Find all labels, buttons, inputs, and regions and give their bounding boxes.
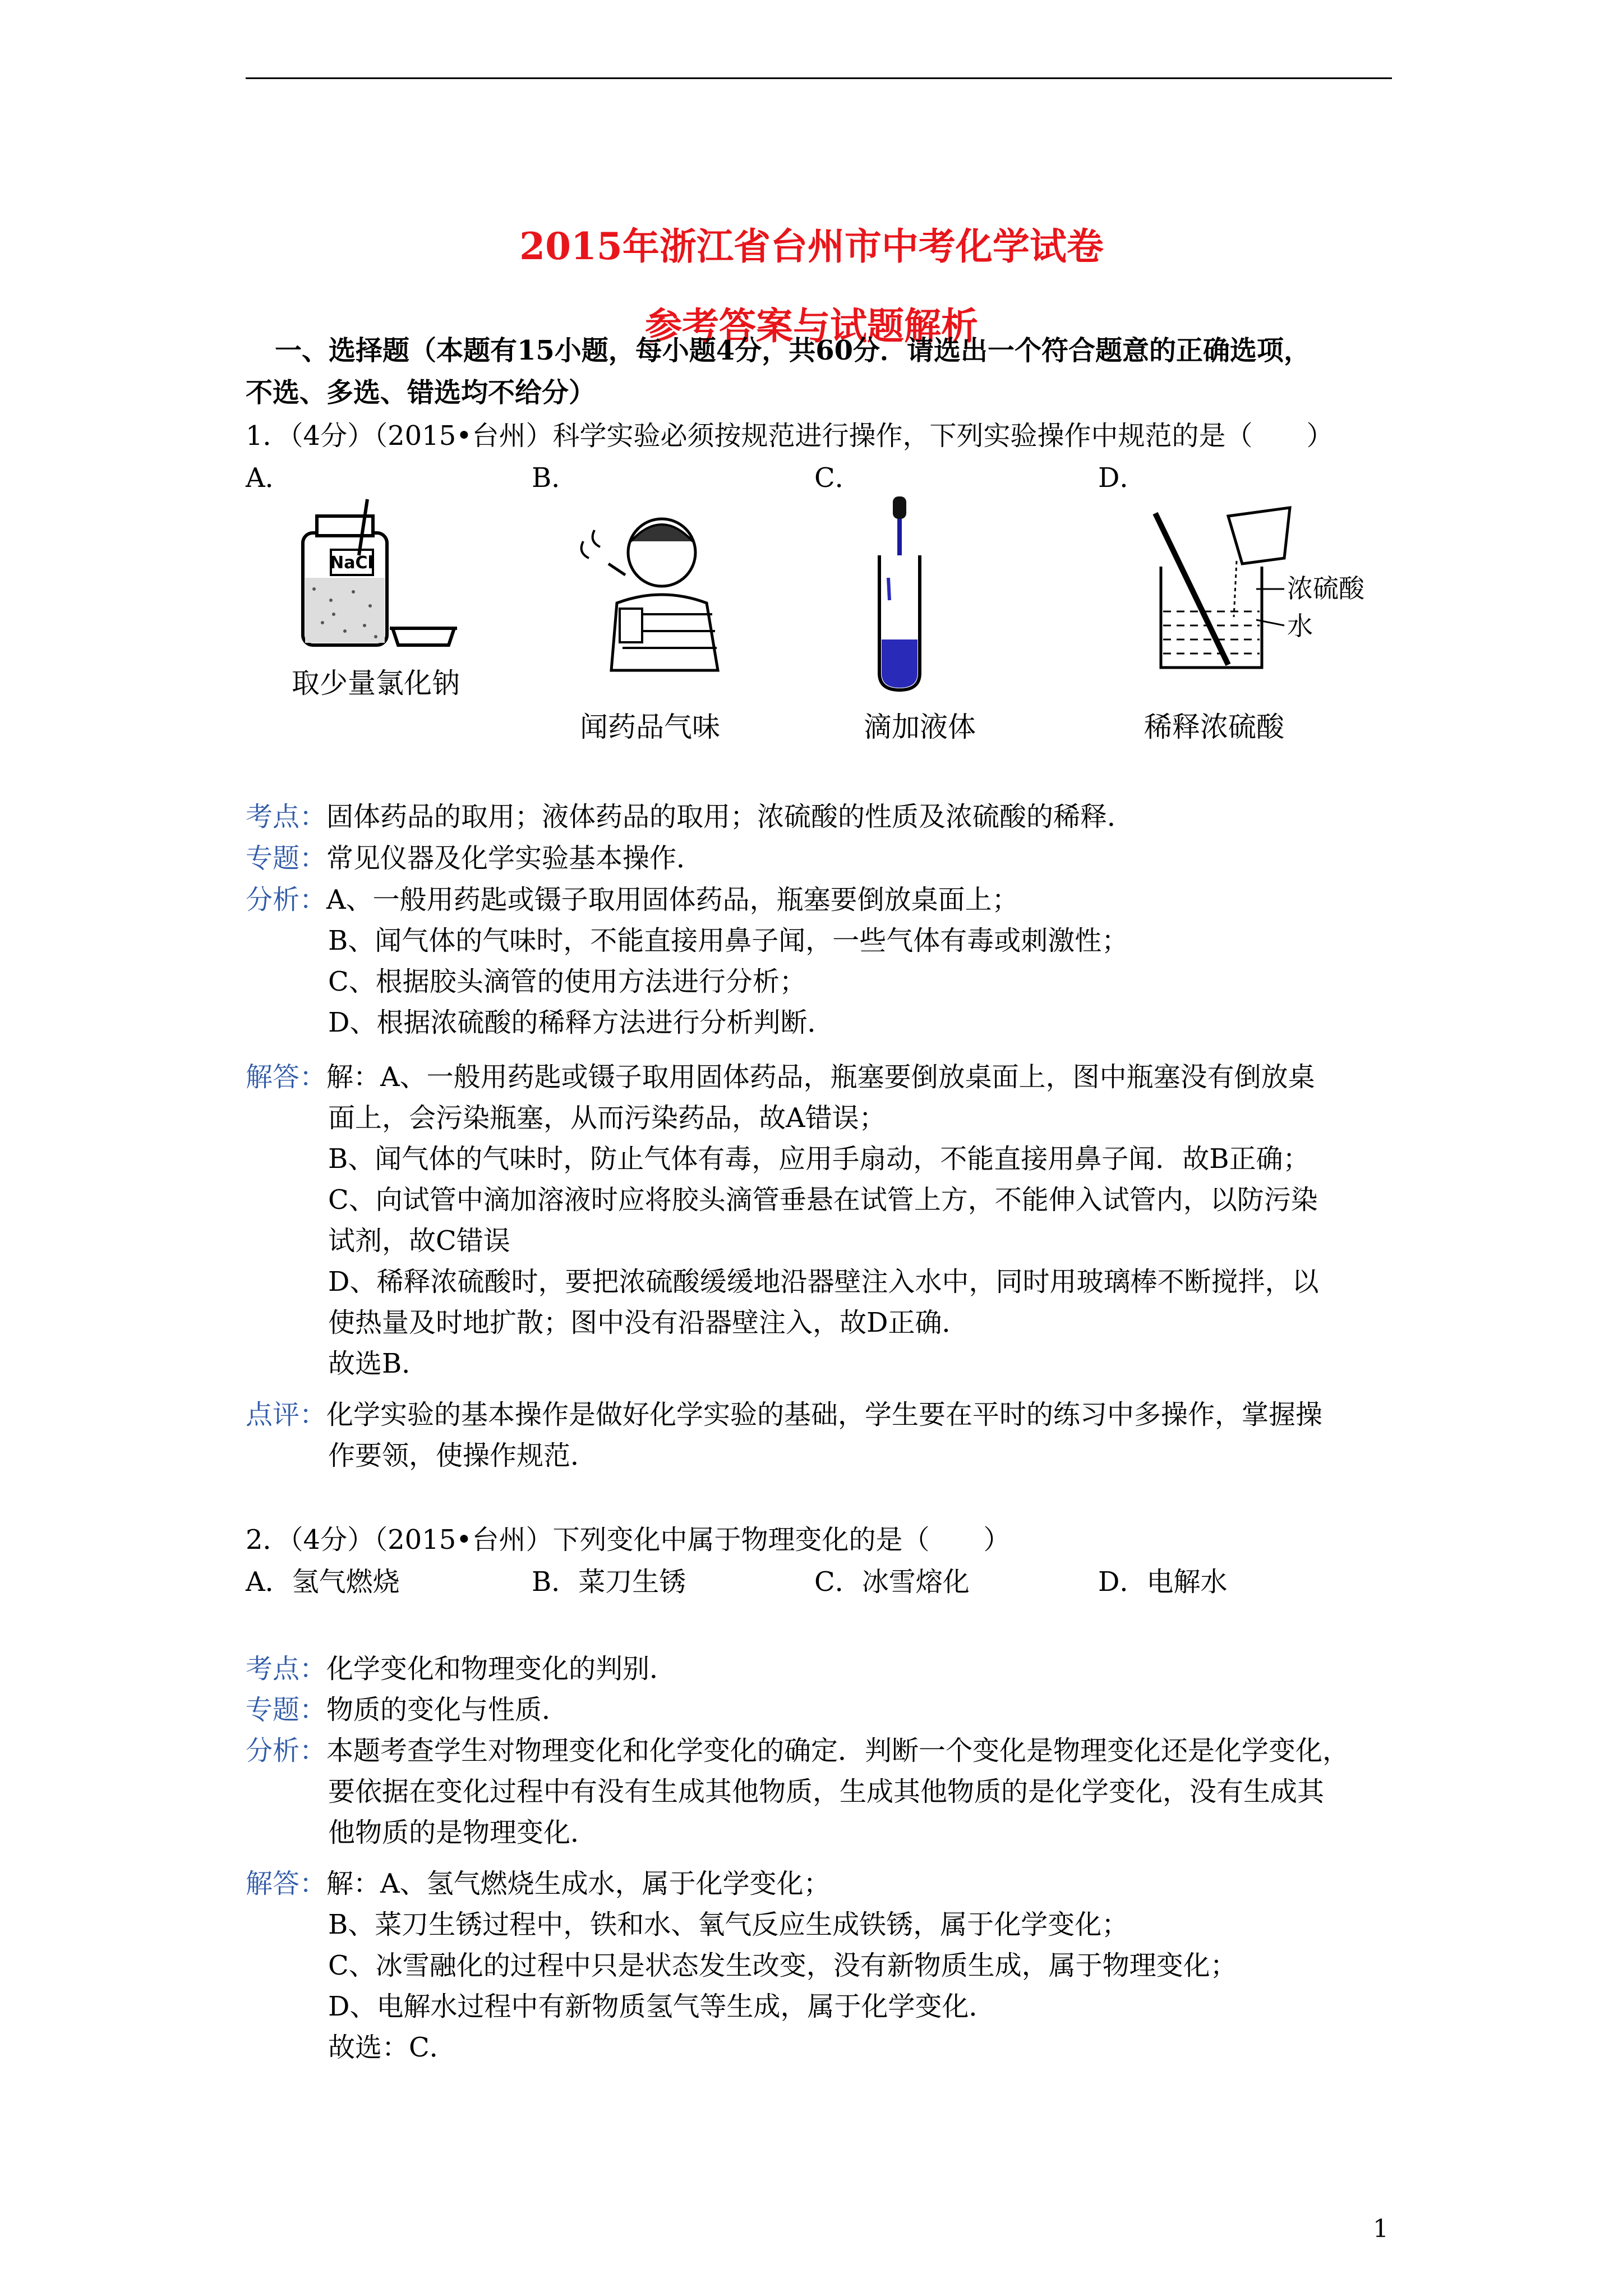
- q1-figure-b-smelling-illustration: [578, 502, 763, 687]
- q1-kaodian: [246, 800, 1134, 834]
- section-heading-line2: 不选、多选、错选均不给分）: [246, 377, 596, 408]
- q1-jieda-label: 解答：: [246, 1061, 327, 1093]
- q1-option-a-letter: A．: [246, 462, 292, 494]
- q1-dianping-line: 作要领，使操作规范．: [328, 1440, 598, 1471]
- q1-jieda-line: C、向试管中滴加溶液时应将胶头滴管垂悬在试管上方，不能伸入试管内，以防污染: [328, 1184, 1318, 1216]
- q1-zhuanti: [246, 841, 703, 875]
- q2-jieda-line: D、电解水过程中有新物质氢气等生成，属于化学变化．: [328, 1991, 996, 2022]
- q1-fenxi-line: C、根据胶头滴管的使用方法进行分析；: [328, 966, 806, 997]
- q2-stem: 2．（4分）（2015•台州）下列变化中属于物理变化的是（ ）: [246, 1524, 1011, 1556]
- q2-fenxi-line: 他物质的是物理变化．: [328, 1817, 598, 1848]
- q2-fenxi-line: 要依据在变化过程中有没有生成其他物质，生成其他物质的是化学变化，没有生成其: [328, 1776, 1325, 1807]
- q2-fenxi-label: 分析：: [246, 1735, 327, 1766]
- q2-jieda-line: 故选：C．: [328, 2032, 457, 2063]
- q1-jieda-line: B、闻气体的气味时，防止气体有毒，应用手扇动，不能直接用鼻子闻．故B正确；: [328, 1143, 1310, 1175]
- q1-option-c-letter: C．: [814, 462, 862, 494]
- q1-jieda-line: 使热量及时地扩散；图中没有沿器壁注入，故D正确．: [328, 1307, 969, 1338]
- q1-jieda-line: 解：A、一般用药匙或镊子取用固体药品，瓶塞要倒放桌面上，图中瓶塞没有倒放桌: [326, 1061, 1315, 1093]
- q1-option-a-caption: 取少量氯化钠: [292, 667, 460, 700]
- q1-kaodian-text: 固体药品的取用；液体药品的取用；浓硫酸的性质及浓硫酸的稀释．: [326, 801, 1135, 832]
- page-title: 2015年浙江省台州市中考化学试卷: [519, 224, 1104, 268]
- q1-jieda-line: 面上，会污染瓶塞，从而污染药品，故A错误；: [328, 1102, 886, 1134]
- water-label: 水: [1287, 611, 1313, 641]
- q1-kaodian-label: 考点：: [246, 801, 327, 832]
- q1-fenxi-line: D、根据浓硫酸的稀释方法进行分析判断．: [328, 1007, 834, 1038]
- q1-fenxi: [246, 883, 1019, 917]
- page-subtitle: 参考答案与试题解析: [645, 304, 978, 348]
- q1-figure-c-dropper-illustration: [863, 494, 941, 701]
- q2-jieda: [246, 1867, 831, 1901]
- q2-zhuanti-text: 物质的变化与性质．: [326, 1694, 569, 1726]
- q2-zhuanti-label: 专题：: [246, 1694, 327, 1726]
- q2-option-c: C．冰雪熔化: [814, 1566, 970, 1598]
- q1-option-b-caption: 闻药品气味: [580, 711, 720, 743]
- q2-option-b: B．菜刀生锈: [532, 1566, 686, 1598]
- q2-fenxi: [246, 1734, 1349, 1768]
- q2-option-d: D．电解水: [1098, 1566, 1228, 1598]
- q1-dianping-label: 点评：: [246, 1399, 327, 1430]
- q2-jieda-line: B、菜刀生锈过程中，铁和水、氧气反应生成铁锈，属于化学变化；: [328, 1909, 1129, 1940]
- q1-jieda-line: D、稀释浓硫酸时，要把浓硫酸缓缓地沿器壁注入水中，同时用玻璃棒不断搅拌，以: [328, 1266, 1319, 1297]
- q1-option-c-caption: 滴加液体: [864, 711, 976, 743]
- q1-dianping-line: 化学实验的基本操作是做好化学实验的基础，学生要在平时的练习中多操作，掌握操: [326, 1399, 1323, 1430]
- q1-zhuanti-label: 专题：: [246, 843, 327, 874]
- section-heading-line1: 一、选择题（本题有15小题，每小题4分，共60分．请选出一个符合题意的正确选项，: [275, 335, 1311, 366]
- nacl-label: NaCl: [330, 553, 374, 573]
- q1-fenxi-line: B、闻气体的气味时，不能直接用鼻子闻，一些气体有毒或刺激性；: [328, 925, 1129, 956]
- page-number: 1: [1373, 2215, 1389, 2243]
- acid-label: 浓硫酸: [1287, 573, 1364, 604]
- q2-jieda-line: 解：A、氢气燃烧生成水，属于化学变化；: [326, 1868, 831, 1899]
- q1-dianping: [246, 1398, 1322, 1432]
- q1-figure-a-bottle-illustration: [292, 494, 471, 656]
- q1-fenxi-line: A、一般用药匙或镊子取用固体药品，瓶塞要倒放桌面上；: [326, 884, 1019, 915]
- q1-stem: 1．（4分）（2015•台州）科学实验必须按规范进行操作，下列实验操作中规范的是（ ）: [246, 420, 1334, 452]
- q1-jieda-line: 故选B．: [328, 1348, 429, 1379]
- q1-option-b-letter: B．: [532, 462, 579, 494]
- q1-fenxi-label: 分析：: [246, 884, 327, 915]
- q1-option-d-letter: D．: [1098, 462, 1147, 494]
- q1-figure-d-dilution-illustration: [1144, 505, 1368, 679]
- q2-kaodian: [246, 1652, 676, 1686]
- q2-kaodian-label: 考点：: [246, 1653, 327, 1685]
- q2-jieda-line: C、冰雪融化的过程中只是状态发生改变，没有新物质生成，属于物理变化；: [328, 1950, 1237, 1981]
- q1-option-d-caption: 稀释浓硫酸: [1144, 711, 1284, 743]
- q2-option-a: A．氢气燃烧: [246, 1566, 400, 1598]
- q1-jieda-line: 试剂，故C错误: [328, 1225, 510, 1257]
- q2-fenxi-line: 本题考查学生对物理变化和化学变化的确定．判断一个变化是物理变化还是化学变化，: [326, 1735, 1350, 1766]
- q2-jieda-label: 解答：: [246, 1868, 327, 1899]
- q2-kaodian-text: 化学变化和物理变化的判别．: [326, 1653, 677, 1685]
- q1-zhuanti-text: 常见仪器及化学实验基本操作．: [326, 843, 704, 874]
- q2-zhuanti: [246, 1693, 569, 1727]
- header-rule: [246, 77, 1392, 79]
- q1-jieda: [246, 1060, 1315, 1094]
